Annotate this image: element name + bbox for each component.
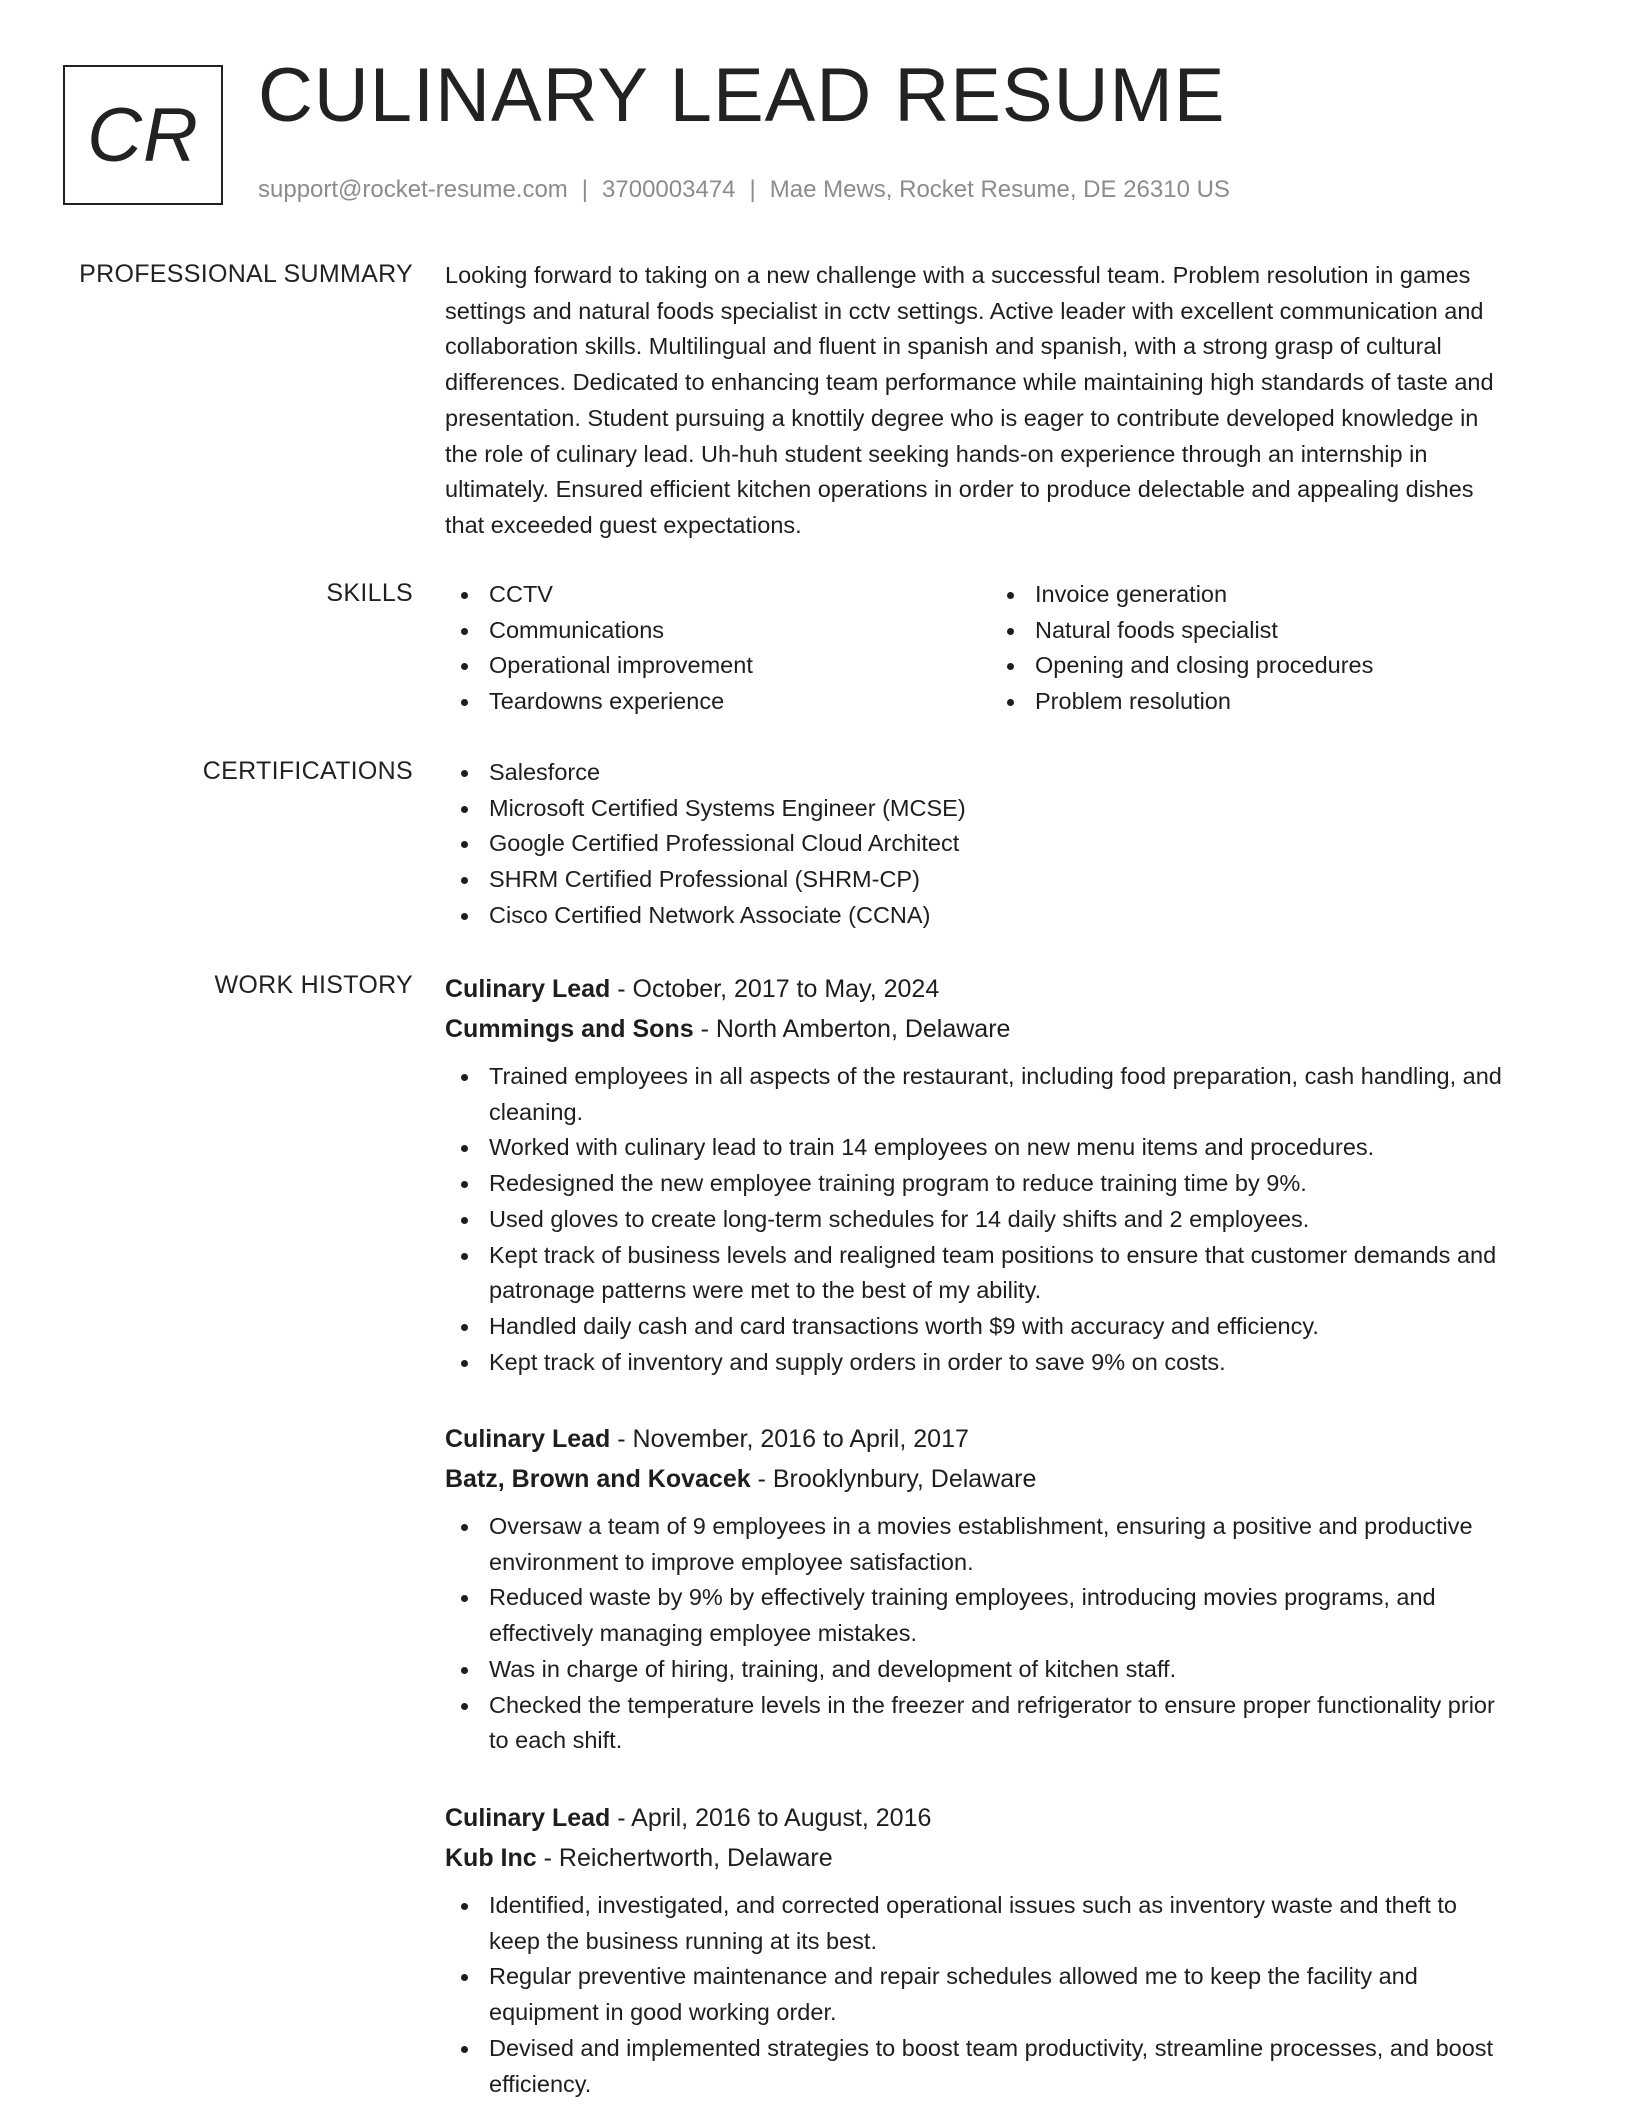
- monogram: CR: [63, 65, 223, 205]
- contact-phone: 3700003474: [602, 176, 736, 203]
- job-bullet: Used gloves to create long-term schedules for 14 daily shifts and 2 employees.: [445, 1202, 1560, 1238]
- certifications-list: [445, 755, 1560, 934]
- job-dates: - April, 2016 to August, 2016: [610, 1804, 932, 1832]
- certification-item: Google Certified Professional Cloud Architect: [445, 826, 1560, 862]
- job-company-line: [445, 1009, 1560, 1049]
- job-bullets: [445, 1059, 1560, 1380]
- job-company-line: [445, 1459, 1560, 1499]
- job-bullet: Reduced waste by 9% by effectively training employees, introducing movies programs, and effectively managing employee mistakes.: [445, 1580, 1560, 1651]
- job-bullet: Checked the temperature levels in the freezer and refrigerator to ensure proper functionality prior to each shift.: [445, 1688, 1560, 1759]
- skill-item: Opening and closing procedures: [991, 648, 1537, 684]
- job-location: - Brooklynbury, Delaware: [750, 1465, 1037, 1493]
- job-title: Culinary Lead: [445, 975, 611, 1003]
- section-heading-work-history: WORK HISTORY: [214, 971, 413, 999]
- job-dates: - November, 2016 to April, 2017: [610, 1425, 969, 1453]
- section-heading-certifications: CERTIFICATIONS: [202, 757, 413, 785]
- job-bullet: Kept track of inventory and supply orders in order to save 9% on costs.: [445, 1345, 1560, 1381]
- job-bullet: Handled daily cash and card transactions worth $9 with accuracy and efficiency.: [445, 1309, 1560, 1345]
- summary-line: that exceeded guest expectations.: [445, 511, 802, 538]
- job-title-line: [445, 1798, 1560, 1838]
- job-title-line: [445, 1419, 1560, 1459]
- certification-item: Microsoft Certified Systems Engineer (MCSE): [445, 791, 1560, 827]
- job-bullet: Devised and implemented strategies to boost team productivity, streamline processes, and boost efficiency.: [445, 2031, 1560, 2102]
- summary-line: settings and natural foods specialist in cctv settings. Active leader with excellent communication and: [445, 297, 1484, 324]
- skill-item: Problem resolution: [991, 684, 1537, 720]
- job-entry: [445, 969, 1560, 1380]
- summary-line: the role of culinary lead. Uh-huh student seeking hands-on experience through an internship in: [445, 440, 1428, 467]
- work-history-list: [445, 969, 1560, 2109]
- contact-address: Mae Mews, Rocket Resume, DE 26310 US: [769, 176, 1230, 203]
- skills-column-right: [991, 577, 1537, 720]
- job-entry: [445, 1798, 1560, 2102]
- job-company: Kub Inc: [445, 1844, 537, 1872]
- job-company: Batz, Brown and Kovacek: [445, 1465, 751, 1493]
- job-bullet: Was in charge of hiring, training, and development of kitchen staff.: [445, 1652, 1560, 1688]
- job-title: Culinary Lead: [445, 1804, 611, 1832]
- job-company-line: [445, 1838, 1560, 1878]
- skill-item: Invoice generation: [991, 577, 1537, 613]
- contact-separator: |: [581, 176, 589, 203]
- job-bullets: [445, 1888, 1560, 2102]
- job-entry: [445, 1419, 1560, 1759]
- job-title: Culinary Lead: [445, 1425, 611, 1453]
- job-dates: - October, 2017 to May, 2024: [610, 975, 940, 1003]
- certification-item: Salesforce: [445, 755, 1560, 791]
- skill-item: Teardowns experience: [445, 684, 991, 720]
- section-heading-summary: PROFESSIONAL SUMMARY: [79, 260, 413, 288]
- job-bullet: Kept track of business levels and realigned team positions to ensure that customer demands and patronage patterns were met to the best of my ability.: [445, 1238, 1560, 1309]
- contact-email: support@rocket-resume.com: [258, 176, 568, 203]
- certification-item: SHRM Certified Professional (SHRM-CP): [445, 862, 1560, 898]
- skill-item: Communications: [445, 613, 991, 649]
- job-location: - North Amberton, Delaware: [693, 1015, 1011, 1043]
- job-bullet: Identified, investigated, and corrected operational issues such as inventory waste and theft to keep the business running at its best.: [445, 1888, 1560, 1959]
- summary-line: Looking forward to taking on a new challenge with a successful team. Problem resolution in games: [445, 262, 1471, 288]
- job-location: - Reichertworth, Delaware: [536, 1844, 833, 1872]
- summary-line: ultimately. Ensured efficient kitchen operations in order to produce delectable and appealing dishes: [445, 476, 1474, 503]
- job-company: Cummings and Sons: [445, 1015, 694, 1043]
- section-heading-skills: SKILLS: [326, 579, 413, 607]
- job-bullets: [445, 1509, 1560, 1759]
- job-bullet: Oversaw a team of 9 employees in a movies establishment, ensuring a positive and productive environment to improve employee satisfaction.: [445, 1509, 1560, 1580]
- contact-line: [258, 175, 1230, 205]
- summary-line: differences. Dedicated to enhancing team performance while maintaining high standards of taste and: [445, 369, 1494, 396]
- skill-item: Operational improvement: [445, 648, 991, 684]
- skill-item: CCTV: [445, 577, 991, 613]
- job-bullet: Regular preventive maintenance and repair schedules allowed me to keep the facility and equipment in good working order.: [445, 1959, 1560, 2030]
- job-title-line: [445, 969, 1560, 1009]
- contact-separator: |: [749, 176, 756, 203]
- summary-text: [445, 258, 1560, 544]
- job-bullet: Redesigned the new employee training program to reduce training time by 9%.: [445, 1166, 1560, 1202]
- skills-list: [445, 577, 1560, 720]
- job-bullet: Worked with culinary lead to train 14 employees on new menu items and procedures.: [445, 1130, 1560, 1166]
- summary-line: presentation. Student pursuing a knottily degree who is eager to contribute developed knowledge in: [445, 404, 1479, 431]
- skills-column-left: [445, 577, 991, 720]
- job-bullet: Trained employees in all aspects of the restaurant, including food preparation, cash handling, and cleaning.: [445, 1059, 1560, 1130]
- summary-line: collaboration skills. Multilingual and fluent in spanish and spanish, with a strong grasp of cultural: [445, 333, 1442, 360]
- certification-item: Cisco Certified Network Associate (CCNA): [445, 898, 1560, 934]
- page-title: CULINARY LEAD RESUME: [258, 53, 1226, 138]
- skill-item: Natural foods specialist: [991, 613, 1537, 649]
